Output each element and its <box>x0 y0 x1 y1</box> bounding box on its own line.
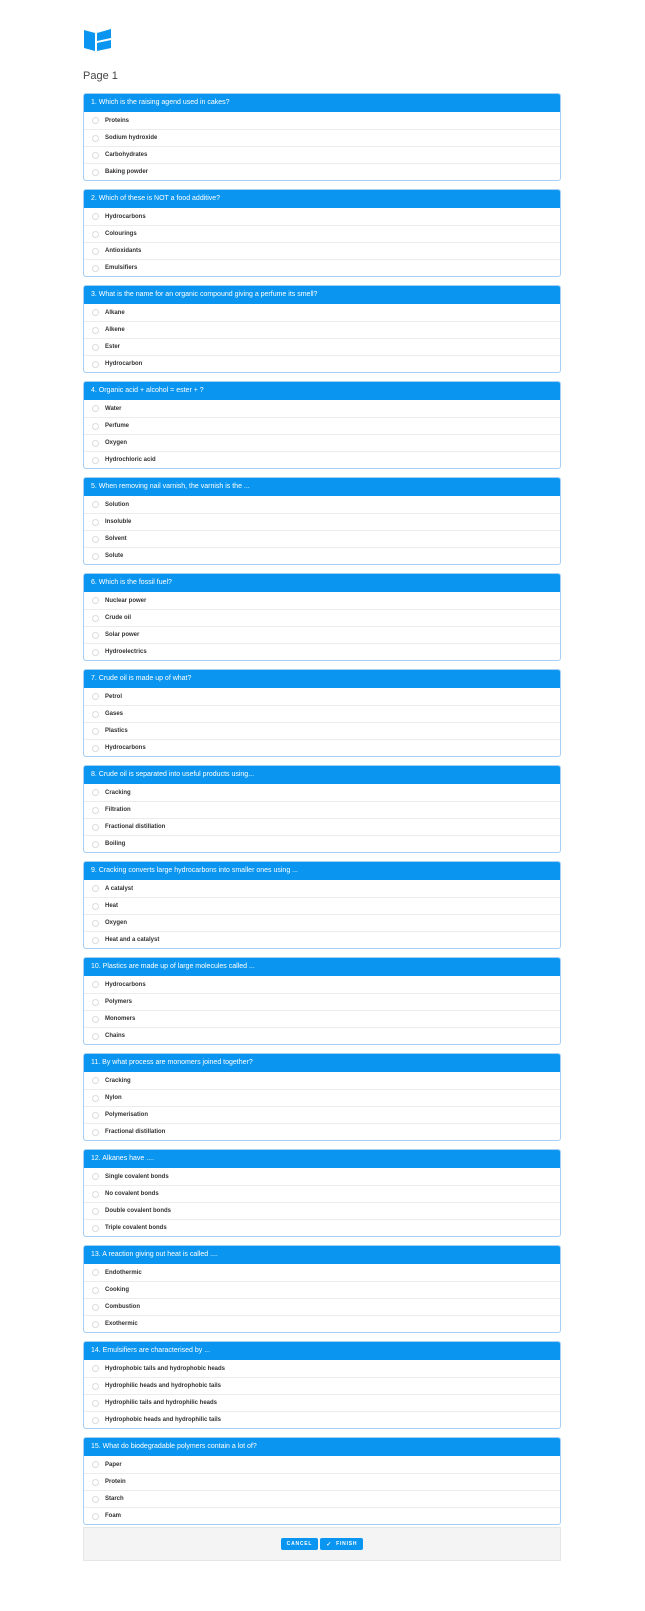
question-card <box>83 477 561 565</box>
radio-button[interactable] <box>92 937 99 944</box>
radio-button[interactable] <box>92 213 99 220</box>
answer-option[interactable] <box>84 1089 560 1106</box>
radio-button[interactable] <box>92 405 99 412</box>
radio-button[interactable] <box>92 231 99 238</box>
answer-option-label: Fractional distillation <box>105 1129 166 1135</box>
answer-option[interactable] <box>84 112 560 129</box>
answer-option[interactable] <box>84 914 560 931</box>
answer-option-label: Oxygen <box>105 440 128 446</box>
answer-option-label: Crude oil <box>105 615 132 621</box>
answer-option-label: Fractional distillation <box>105 824 166 830</box>
answer-option-label: Filtration <box>105 807 131 813</box>
question-card <box>83 1149 561 1237</box>
question-card <box>83 285 561 373</box>
answer-option[interactable] <box>84 784 560 801</box>
radio-button[interactable] <box>92 1304 99 1311</box>
answer-option[interactable] <box>84 1394 560 1411</box>
answer-option[interactable] <box>84 1185 560 1202</box>
radio-button[interactable] <box>92 169 99 176</box>
answer-option-label: Foam <box>105 1513 122 1519</box>
answer-option-label: Sodium hydroxide <box>105 135 158 141</box>
question-title: 11. By what process are monomers joined together? <box>84 1054 560 1072</box>
answer-option-label: Solute <box>105 553 124 559</box>
answer-option[interactable] <box>84 1298 560 1315</box>
answer-option[interactable] <box>84 1473 560 1490</box>
question-title: 7. Crude oil is made up of what? <box>84 670 560 688</box>
answer-option[interactable] <box>84 1202 560 1219</box>
answer-option[interactable] <box>84 1360 560 1377</box>
question-card <box>83 861 561 949</box>
answer-option[interactable] <box>84 1219 560 1236</box>
answer-option-label: Solvent <box>105 536 127 542</box>
answer-option[interactable] <box>84 242 560 259</box>
answer-option[interactable] <box>84 259 560 276</box>
question-title: 12. Alkanes have .... <box>84 1150 560 1168</box>
radio-button[interactable] <box>92 649 99 656</box>
answer-option-label: Solar power <box>105 632 140 638</box>
answer-option[interactable] <box>84 513 560 530</box>
cancel-button[interactable] <box>281 1538 319 1550</box>
radio-button[interactable] <box>92 1208 99 1215</box>
answer-option[interactable] <box>84 626 560 643</box>
answer-option[interactable] <box>84 1072 560 1089</box>
radio-button[interactable] <box>92 1479 99 1486</box>
answer-option-label: Hydrophobic tails and hydrophobic heads <box>105 1365 226 1372</box>
radio-button[interactable] <box>92 423 99 430</box>
radio-button[interactable] <box>92 841 99 848</box>
answer-option[interactable] <box>84 609 560 626</box>
radio-button[interactable] <box>92 1129 99 1136</box>
answer-option-label: Exothermic <box>105 1321 138 1327</box>
radio-button[interactable] <box>92 1417 99 1424</box>
survey-footer <box>83 1527 561 1561</box>
radio-button[interactable] <box>92 327 99 334</box>
answer-option[interactable] <box>84 897 560 914</box>
answer-option[interactable] <box>84 321 560 338</box>
radio-button[interactable] <box>92 885 99 892</box>
answer-option[interactable] <box>84 1123 560 1140</box>
answer-option-label: Hydrocarbon <box>105 361 143 367</box>
radio-button[interactable] <box>92 824 99 831</box>
question-card <box>83 957 561 1045</box>
book-logo-icon <box>83 28 113 52</box>
answer-option-label: Polymers <box>105 999 133 1005</box>
answer-option[interactable] <box>84 1027 560 1044</box>
radio-button[interactable] <box>92 1112 99 1119</box>
question-title: 9. Cracking converts large hydrocarbons into smaller ones using ... <box>84 862 560 880</box>
radio-button[interactable] <box>92 981 99 988</box>
question-list <box>83 93 561 1533</box>
radio-button[interactable] <box>92 999 99 1006</box>
check-icon: ✓ <box>326 1541 333 1548</box>
question-title: 8. Crude oil is separated into useful products using... <box>84 766 560 784</box>
question-card <box>83 93 561 181</box>
answer-option-label: Heat <box>105 903 119 909</box>
answer-option[interactable] <box>84 163 560 180</box>
answer-option-label: Hydrophilic heads and hydrophobic tails <box>105 1383 222 1389</box>
answer-option[interactable] <box>84 688 560 705</box>
radio-button[interactable] <box>92 501 99 508</box>
radio-button[interactable] <box>92 920 99 927</box>
answer-option[interactable] <box>84 1106 560 1123</box>
radio-button[interactable] <box>92 711 99 718</box>
radio-button[interactable] <box>92 1016 99 1023</box>
answer-option-label: Solution <box>105 501 129 508</box>
answer-option[interactable] <box>84 801 560 818</box>
radio-button[interactable] <box>92 1095 99 1102</box>
answer-option[interactable] <box>84 451 560 468</box>
answer-option-label: Heat and a catalyst <box>105 937 160 943</box>
answer-option-label: Petrol <box>105 693 123 700</box>
answer-option[interactable] <box>84 1281 560 1298</box>
radio-button[interactable] <box>92 361 99 368</box>
answer-option[interactable] <box>84 722 560 739</box>
radio-button[interactable] <box>92 807 99 814</box>
radio-button[interactable] <box>92 553 99 560</box>
answer-option-label: Proteins <box>105 117 130 124</box>
answer-option-label: Baking powder <box>105 169 149 175</box>
answer-option[interactable] <box>84 434 560 451</box>
question-title: 5. When removing nail varnish, the varnish is the ... <box>84 478 560 496</box>
answer-option[interactable] <box>84 417 560 434</box>
answer-option[interactable] <box>84 835 560 852</box>
answer-option[interactable] <box>84 338 560 355</box>
answer-option-label: Plastics <box>105 728 128 734</box>
answer-option-label: Boiling <box>105 841 126 847</box>
answer-option-label: Alkene <box>105 327 125 333</box>
question-card <box>83 765 561 853</box>
answer-option[interactable] <box>84 1490 560 1507</box>
radio-button[interactable] <box>92 1033 99 1040</box>
radio-button[interactable] <box>92 1400 99 1407</box>
question-title: 13. A reaction giving out heat is called .... <box>84 1246 560 1264</box>
answer-option-label: Gases <box>105 711 124 717</box>
answer-option-label: Hydrocarbons <box>105 745 146 751</box>
radio-button[interactable] <box>92 1496 99 1503</box>
answer-option[interactable] <box>84 547 560 564</box>
answer-option[interactable] <box>84 208 560 225</box>
radio-button[interactable] <box>92 1513 99 1520</box>
answer-option[interactable] <box>84 1264 560 1281</box>
question-title: 15. What do biodegradable polymers contain a lot of? <box>84 1438 560 1456</box>
radio-button[interactable] <box>92 1225 99 1232</box>
question-title: 3. What is the name for an organic compound giving a perfume its smell? <box>84 286 560 304</box>
radio-button[interactable] <box>92 1173 99 1180</box>
answer-option-label: Oxygen <box>105 920 128 926</box>
answer-option-label: Monomers <box>105 1016 136 1022</box>
answer-option-label: Combustion <box>105 1304 140 1310</box>
answer-option-label: Cooking <box>105 1287 129 1293</box>
answer-option[interactable] <box>84 225 560 242</box>
answer-option[interactable] <box>84 705 560 722</box>
answer-option-label: Insoluble <box>105 519 132 525</box>
answer-option-label: Hydroelectrics <box>105 649 147 655</box>
radio-button[interactable] <box>92 1321 99 1328</box>
radio-button[interactable] <box>92 1365 99 1372</box>
answer-option-label: Hydrocarbons <box>105 981 146 988</box>
answer-option-label: Hydrochloric acid <box>105 457 156 463</box>
answer-option-label: Nuclear power <box>105 597 147 604</box>
answer-option-label: Chains <box>105 1033 126 1039</box>
answer-option-label: Hydrocarbons <box>105 213 146 220</box>
radio-button[interactable] <box>92 1461 99 1468</box>
answer-option[interactable] <box>84 355 560 372</box>
answer-option[interactable] <box>84 1411 560 1428</box>
radio-button[interactable] <box>92 728 99 735</box>
radio-button[interactable] <box>92 457 99 464</box>
answer-option[interactable] <box>84 530 560 547</box>
radio-button[interactable] <box>92 344 99 351</box>
question-title: 6. Which is the fossil fuel? <box>84 574 560 592</box>
question-title: 4. Organic acid + alcohol = ester + ? <box>84 382 560 400</box>
answer-option-label: Perfume <box>105 423 130 429</box>
answer-option[interactable] <box>84 993 560 1010</box>
radio-button[interactable] <box>92 1269 99 1276</box>
radio-button[interactable] <box>92 519 99 526</box>
answer-option-label: No covalent bonds <box>105 1191 159 1197</box>
answer-option-label: Double covalent bonds <box>105 1208 172 1214</box>
answer-option-label: Emulsifiers <box>105 265 138 271</box>
radio-button[interactable] <box>92 309 99 316</box>
answer-option-label: Alkane <box>105 309 125 316</box>
answer-option[interactable] <box>84 976 560 993</box>
answer-option[interactable] <box>84 739 560 756</box>
radio-button[interactable] <box>92 597 99 604</box>
radio-button[interactable] <box>92 152 99 159</box>
answer-option-label: Starch <box>105 1496 124 1502</box>
answer-option-label: Protein <box>105 1479 126 1485</box>
radio-button[interactable] <box>92 632 99 639</box>
answer-option-label: Hydrophilic tails and hydrophilic heads <box>105 1400 218 1406</box>
answer-option-label: Cracking <box>105 1077 131 1084</box>
answer-option-label: Nylon <box>105 1095 122 1101</box>
radio-button[interactable] <box>92 1077 99 1084</box>
answer-option-label: Ester <box>105 344 121 350</box>
question-title: 10. Plastics are made up of large molecules called ... <box>84 958 560 976</box>
radio-button[interactable] <box>92 903 99 910</box>
answer-option-label: Polymerisation <box>105 1112 149 1118</box>
answer-option[interactable] <box>84 1010 560 1027</box>
radio-button[interactable] <box>92 248 99 255</box>
answer-option[interactable] <box>84 643 560 660</box>
answer-option[interactable] <box>84 818 560 835</box>
answer-option-label: Antioxidants <box>105 248 142 254</box>
radio-button[interactable] <box>92 1383 99 1390</box>
answer-option-label: Endothermic <box>105 1269 142 1276</box>
radio-button[interactable] <box>92 536 99 543</box>
answer-option[interactable] <box>84 880 560 897</box>
radio-button[interactable] <box>92 135 99 142</box>
radio-button[interactable] <box>92 789 99 796</box>
answer-option[interactable] <box>84 146 560 163</box>
finish-button-label: FINISH <box>336 1541 358 1547</box>
answer-option[interactable] <box>84 1168 560 1185</box>
answer-option[interactable] <box>84 129 560 146</box>
radio-button[interactable] <box>92 745 99 752</box>
answer-option-label: A catalyst <box>105 885 134 892</box>
question-card <box>83 1341 561 1429</box>
answer-option-label: Triple covalent bonds <box>105 1225 167 1231</box>
answer-option-label: Carbohydrates <box>105 152 148 158</box>
radio-button[interactable] <box>92 615 99 622</box>
answer-option[interactable] <box>84 304 560 321</box>
radio-button[interactable] <box>92 265 99 272</box>
radio-button[interactable] <box>92 1287 99 1294</box>
answer-option-label: Hydrophobic heads and hydrophilic tails <box>105 1417 222 1423</box>
question-card <box>83 1245 561 1333</box>
question-card <box>83 189 561 277</box>
answer-option[interactable] <box>84 1377 560 1394</box>
question-title: 1. Which is the raising agend used in cakes? <box>84 94 560 112</box>
answer-option[interactable] <box>84 496 560 513</box>
answer-option[interactable] <box>84 1456 560 1473</box>
answer-option[interactable] <box>84 400 560 417</box>
radio-button[interactable] <box>92 693 99 700</box>
finish-button[interactable] <box>320 1538 363 1550</box>
question-card <box>83 573 561 661</box>
question-card <box>83 1437 561 1525</box>
question-card <box>83 381 561 469</box>
answer-option[interactable] <box>84 592 560 609</box>
answer-option[interactable] <box>84 931 560 948</box>
page-title: Page 1 <box>83 70 118 82</box>
answer-option-label: Paper <box>105 1461 122 1468</box>
question-title: 14. Emulsifiers are characterised by ... <box>84 1342 560 1360</box>
radio-button[interactable] <box>92 440 99 447</box>
answer-option-label: Colourings <box>105 231 137 237</box>
radio-button[interactable] <box>92 117 99 124</box>
radio-button[interactable] <box>92 1191 99 1198</box>
question-card <box>83 669 561 757</box>
question-title: 2. Which of these is NOT a food additive? <box>84 190 560 208</box>
answer-option[interactable] <box>84 1507 560 1524</box>
answer-option[interactable] <box>84 1315 560 1332</box>
cancel-button-label: CANCEL <box>286 1541 313 1547</box>
answer-option-label: Single covalent bonds <box>105 1173 169 1180</box>
answer-option-label: Cracking <box>105 789 131 796</box>
answer-option-label: Water <box>105 405 122 412</box>
question-card <box>83 1053 561 1141</box>
